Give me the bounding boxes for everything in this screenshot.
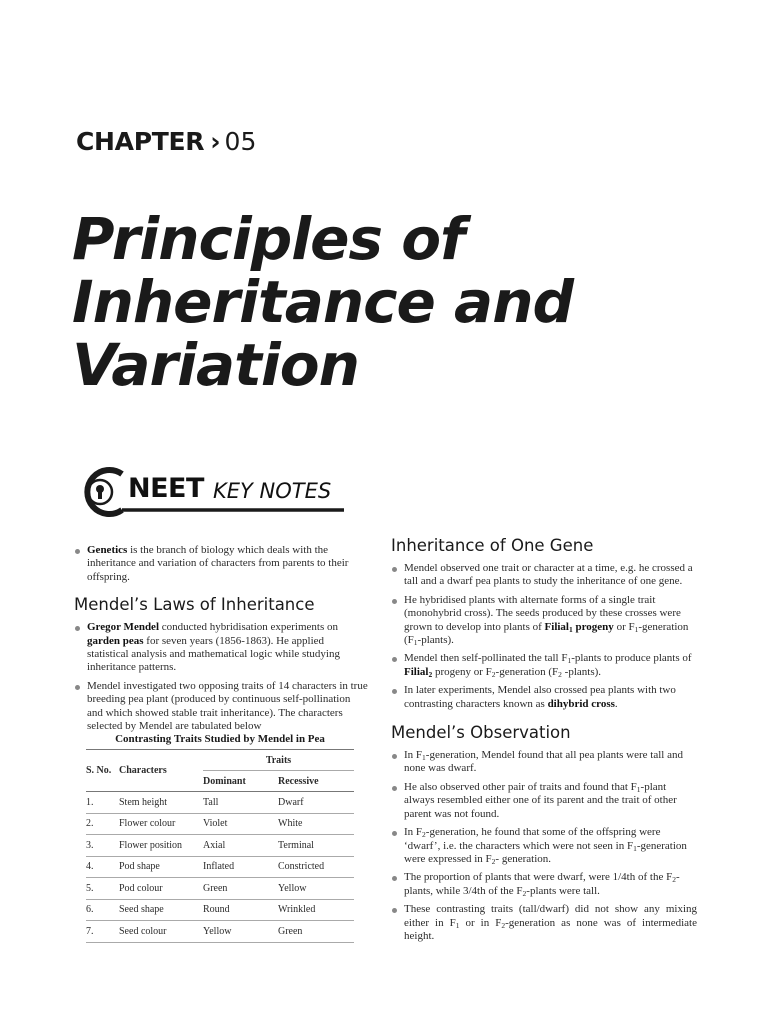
list-item: In $F_1$-generation, Mendel found that all pea plants were tall and none was dwarf. — [391, 749, 697, 776]
table-row: 7. Seed colour Yellow Green — [86, 921, 354, 943]
title-line-2: Inheritance and — [72, 268, 573, 336]
section-heading-one-gene: Inheritance of One Gene — [391, 536, 594, 555]
section-heading-observation: Mendel’s Observation — [391, 723, 571, 743]
chapter-number: 05 — [224, 127, 257, 156]
section-heading-mendels-laws: Mendel’s Laws of Inheritance — [74, 595, 315, 615]
title-line-1: Principles of — [72, 205, 465, 273]
list-item: In later experiments, Mendel also crossed pea plants with two contrasting characters known as dihybrid cross. — [391, 684, 697, 711]
traits-table — [86, 733, 354, 943]
table-row: 4. Pod shape Inflated Constricted — [86, 856, 354, 878]
table-row: 3. Flower position Axial Terminal — [86, 835, 354, 857]
table-row: 2. Flower colour Violet White — [86, 813, 354, 835]
badge-neet: NEET — [128, 473, 204, 504]
table-body — [86, 792, 354, 943]
chapter-word: CHAPTER — [76, 127, 205, 156]
chevron-right-icon: › — [210, 127, 221, 156]
column-header-dominant: Dominant — [203, 771, 278, 792]
list-item: He hybridised plants with alternate forms of a single trait (monohybrid cross). The seeds produced by these crosses were grown to develop into plants of Filial$_1$ progeny or $F_1$-generation $(F_1-plants)$. — [391, 594, 697, 648]
chapter-label — [76, 127, 256, 156]
badge-key-notes: KEY NOTES — [213, 479, 332, 503]
table-row: 6. Seed shape Round Wrinkled — [86, 899, 354, 921]
column-header-recessive: Recessive — [278, 771, 354, 792]
list-item: Mendel investigated two opposing traits of 14 characters in true breeding pea plant (produced by continuous self-pollination and which showed stable trait inheritance). The characters selected by Mendel are tabulated below — [74, 680, 368, 734]
right-column — [391, 536, 697, 948]
left-column — [74, 544, 368, 738]
column-header-sno: S. No. — [86, 750, 119, 792]
column-header-traits: Traits — [203, 750, 354, 771]
table-caption: Contrasting Traits Studied by Mendel in Pea — [86, 733, 354, 750]
list-item: Mendel observed one trait or character at a time, e.g. he crossed a tall and a dwarf pea plants to study the inheritance of one gene. — [391, 562, 697, 589]
list-item: Gregor Mendel conducted hybridisation experiments on garden peas for seven years (1856-1863). He applied statistical analysis and mathematical logic while studying inheritance patterns. — [74, 621, 368, 675]
table-row: 5. Pod colour Green Yellow — [86, 878, 354, 900]
list-item: Genetics is the branch of biology which deals with the inheritance and variation of characters from parents to their offspring. — [74, 544, 368, 584]
list-item: Mendel then self-pollinated the tall $F_1$-plants to produce plants of Filial$_2$ progeny or $F_2$-generation ($F_2$ -plants). — [391, 652, 697, 679]
list-item: In $F_2$-generation, he found that some of the offspring were ‘dwarf’, i.e. the characters which were not seen in $F_1$-generation were expressed in $F_2-$ generation. — [391, 826, 697, 866]
list-item: The proportion of plants that were dwarf, were 1/4th of the $F_2$-plants, while 3/4th of the $F_2$-plants were tall. — [391, 871, 697, 898]
list-item: These contrasting traits (tall/dwarf) did not show any mixing either in $F_1$ or in $F_2$-generation as none was of intermediate height. — [391, 903, 697, 943]
list-item: He also observed other pair of traits and found that $F_1$-plant always resembled either one of its parent and the trait of other parent was not found. — [391, 781, 697, 821]
title-line-3: Variation — [72, 331, 359, 399]
table-row: 1. Stem height Tall Dwarf — [86, 792, 354, 814]
neet-key-notes-badge — [76, 464, 366, 520]
column-header-characters: Characters — [119, 750, 203, 792]
page-title — [72, 205, 632, 399]
